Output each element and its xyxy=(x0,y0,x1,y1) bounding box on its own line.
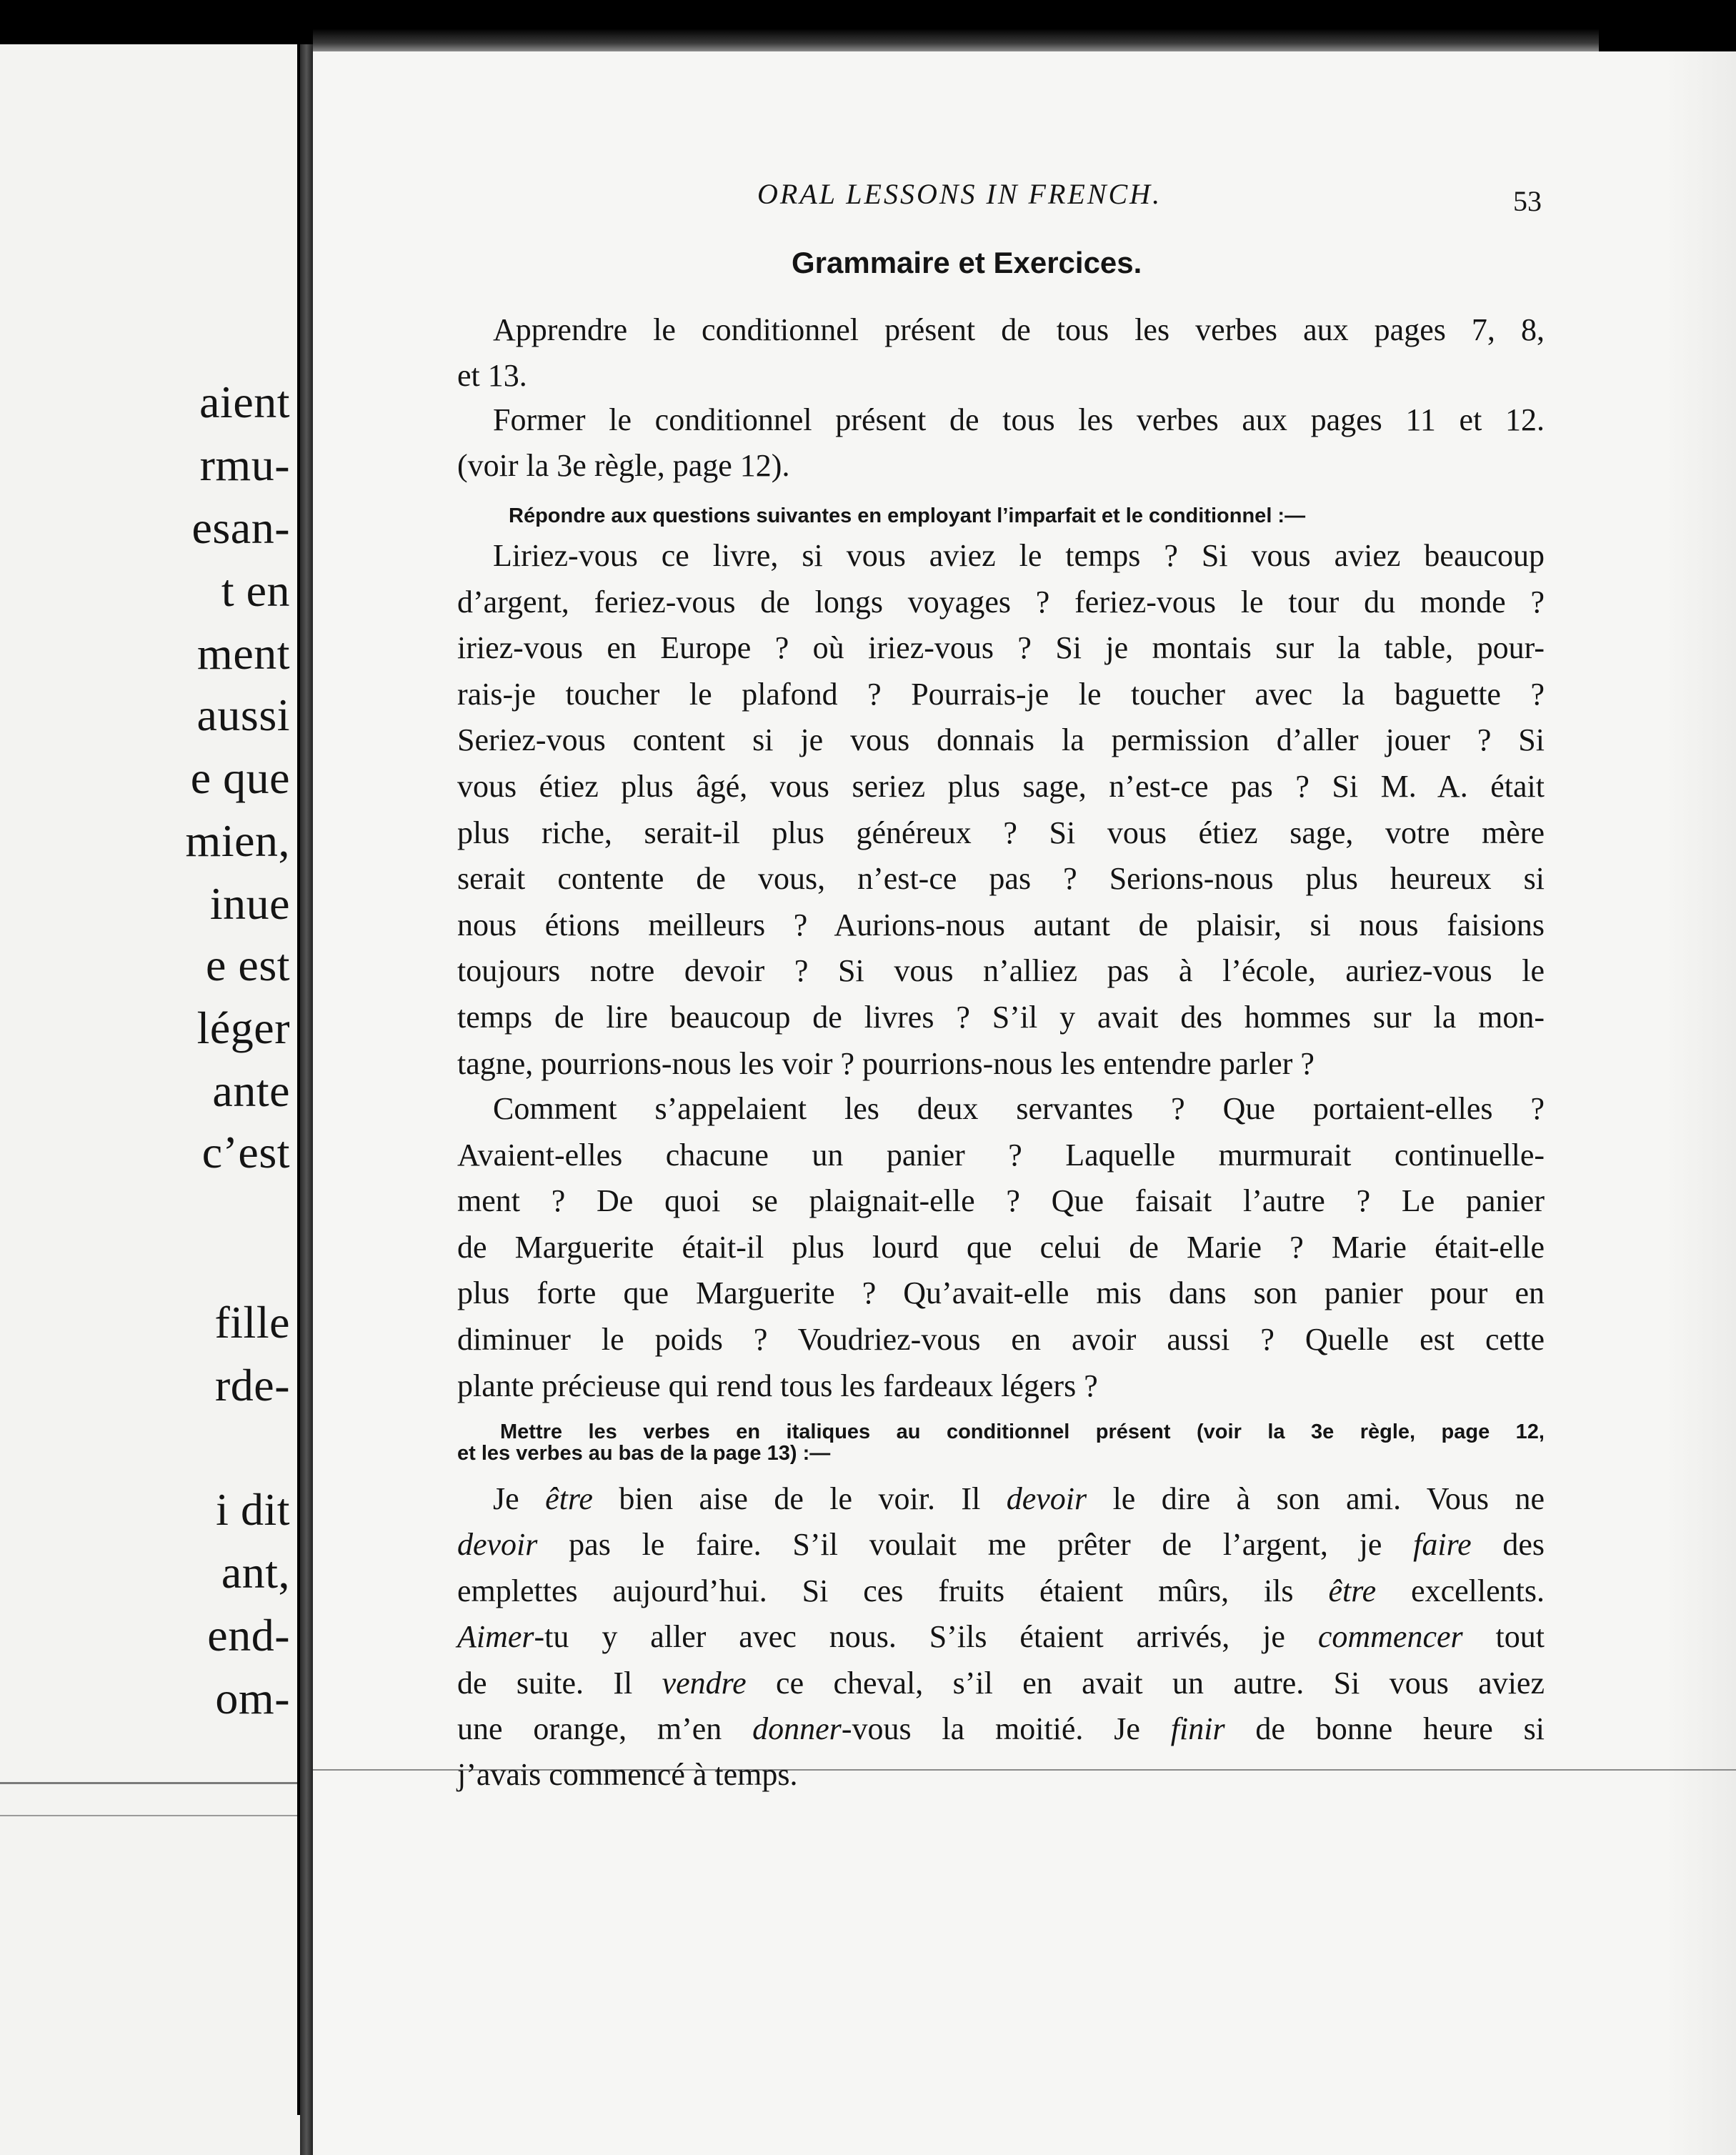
question-line: tagne, pourrions-nous les voir ? pourrions-nous les entendre parler ? xyxy=(457,1045,1315,1081)
question-line: nous étions meilleurs ? Aurions-nous autant de plaisir, si nous faisions xyxy=(457,907,1545,942)
exercise-line xyxy=(457,1706,1545,1752)
left-page-line: fille xyxy=(214,1297,290,1348)
left-page-line: ante xyxy=(212,1065,290,1116)
left-page-line: léger xyxy=(196,1002,290,1053)
question-line: vous étiez plus âgé, vous seriez plus sage, n’est-ce pas ? Si M. A. était xyxy=(457,769,1545,804)
left-page-line: rde- xyxy=(214,1360,290,1410)
exercise-line xyxy=(457,1522,1545,1568)
italic-verb: commencer xyxy=(1317,1619,1463,1655)
exercise-text: -tu y aller avec nous. S’ils étaient arrivés, je xyxy=(534,1619,1318,1655)
left-page-line: e que xyxy=(190,752,290,803)
left-page-line: c’est xyxy=(201,1127,290,1178)
left-page-line: i dit xyxy=(216,1484,290,1535)
left-page-line: inue xyxy=(209,878,290,929)
question-line: rais-je toucher le plafond ? Pourrais-je le toucher avec la baguette ? xyxy=(457,676,1545,712)
section-title: Grammaire et Exercices. xyxy=(792,246,1142,279)
exercise-text: excellents. xyxy=(1376,1573,1545,1608)
exercise-text: pas le faire. S’il voulait me prêter de l’argent, je xyxy=(537,1527,1414,1563)
page-right-margin xyxy=(1665,51,1736,2155)
question-line: iriez-vous en Europe ? où iriez-vous ? Si je montais sur la table, pour- xyxy=(457,630,1545,666)
instruction-line: Mettre les verbes en italiques au conditionnel présent (voir la 3e règle, page 12, xyxy=(500,1420,1545,1443)
left-page-line: mien, xyxy=(185,815,290,866)
italic-verb: donner xyxy=(752,1711,842,1746)
left-page-line: ant, xyxy=(221,1547,290,1598)
left-page-line: e est xyxy=(206,940,290,990)
exercise-line xyxy=(457,1568,1545,1614)
exercise-text: une orange, m’en xyxy=(457,1711,753,1746)
left-page-rule xyxy=(0,1782,300,1784)
paragraph-line: Apprendre le conditionnel présent de tous les verbes aux pages 7, 8, xyxy=(493,312,1545,347)
left-page-line: t en xyxy=(221,565,290,616)
exercise-line xyxy=(457,1661,1545,1706)
left-page-line: end- xyxy=(207,1610,290,1661)
paragraph-line: et 13. xyxy=(457,358,527,393)
exercise-text: de bonne heure si xyxy=(1224,1711,1545,1746)
left-page-line: om- xyxy=(215,1673,290,1723)
exercise-text: des xyxy=(1471,1527,1545,1563)
instruction-line: Répondre aux questions suivantes en employant l’imparfait et le conditionnel :— xyxy=(509,504,1306,527)
question-line: ment ? De quoi se plaignait-elle ? Que faisait l’autre ? Le panier xyxy=(457,1183,1545,1219)
page-number: 53 xyxy=(1513,185,1542,217)
left-page-line: ment xyxy=(197,628,290,679)
left-page-line: aient xyxy=(199,377,290,427)
left-page-fragment xyxy=(0,44,300,2155)
question-line: Liriez-vous ce livre, si vous aviez le temps ? Si vous aviez beaucoup xyxy=(493,538,1545,573)
question-line: Avaient-elles chacune un panier ? Laquelle murmurait continuelle- xyxy=(457,1137,1545,1173)
scan-top-edge xyxy=(313,29,1599,53)
exercise-text: le dire à son ami. Vous ne xyxy=(1087,1481,1545,1516)
left-page-line: rmu- xyxy=(199,439,290,490)
italic-verb: être xyxy=(1328,1573,1377,1608)
paragraph-line: (voir la 3e règle, page 12). xyxy=(457,448,790,483)
question-line: Comment s’appelaient les deux servantes ? Que portaient-elles ? xyxy=(493,1091,1545,1126)
italic-verb: finir xyxy=(1170,1711,1225,1746)
italic-verb: faire xyxy=(1413,1527,1472,1563)
exercise-text: emplettes aujourd’hui. Si ces fruits étaient mûrs, ils xyxy=(457,1573,1329,1608)
left-page-rule xyxy=(0,1815,300,1816)
italic-verb: vendre xyxy=(662,1665,747,1701)
exercise-text: ce cheval, s’il en avait un autre. Si vous aviez xyxy=(746,1665,1545,1701)
question-line: plus forte que Marguerite ? Qu’avait-elle mis dans son panier pour en xyxy=(457,1275,1545,1311)
question-line: plante précieuse qui rend tous les fardeaux légers ? xyxy=(457,1368,1098,1403)
question-line: toujours notre devoir ? Si vous n’alliez pas à l’école, auriez-vous le xyxy=(457,953,1545,989)
exercise-text: j’avais commencé à temps. xyxy=(457,1757,798,1793)
exercise-text: tout xyxy=(1462,1619,1545,1655)
italic-verb: devoir xyxy=(1006,1481,1087,1516)
exercise-text: bien aise de le voir. Il xyxy=(592,1481,1007,1516)
running-head: ORAL LESSONS IN FRENCH. xyxy=(757,178,1162,210)
exercise-text: -vous la moitié. Je xyxy=(841,1711,1171,1746)
instruction-line: et les verbes au bas de la page 13) :— xyxy=(457,1442,831,1465)
left-page-line: esan- xyxy=(191,502,290,553)
italic-verb: Aimer xyxy=(457,1619,534,1655)
italic-verb: être xyxy=(545,1481,593,1516)
italic-verb: devoir xyxy=(457,1527,538,1563)
question-line: plus riche, serait-il plus généreux ? Si vous étiez sage, votre mère xyxy=(457,815,1545,850)
exercise-line xyxy=(457,1752,1545,1798)
question-line: Seriez-vous content si je vous donnais la permission d’aller jouer ? Si xyxy=(457,722,1545,758)
exercise-text: de suite. Il xyxy=(457,1665,662,1701)
left-page-line: aussi xyxy=(196,690,290,740)
book-gutter xyxy=(300,44,313,2155)
page-edge-line xyxy=(297,43,300,2115)
question-line: diminuer le poids ? Voudriez-vous en avoir aussi ? Quelle est cette xyxy=(457,1322,1545,1357)
question-line: d’argent, feriez-vous de longs voyages ? feriez-vous le tour du monde ? xyxy=(457,584,1545,619)
paragraph-line: Former le conditionnel présent de tous les verbes aux pages 11 et 12. xyxy=(493,402,1545,437)
exercise-line xyxy=(457,1614,1545,1660)
question-line: temps de lire beaucoup de livres ? S’il y avait des hommes sur la mon- xyxy=(457,1000,1545,1035)
question-line: de Marguerite était-il plus lourd que celui de Marie ? Marie était-elle xyxy=(457,1229,1545,1265)
exercise-text: Je xyxy=(493,1481,546,1516)
question-line: serait contente de vous, n’est-ce pas ? Serions-nous plus heureux si xyxy=(457,861,1545,897)
exercise-line xyxy=(493,1476,1545,1522)
